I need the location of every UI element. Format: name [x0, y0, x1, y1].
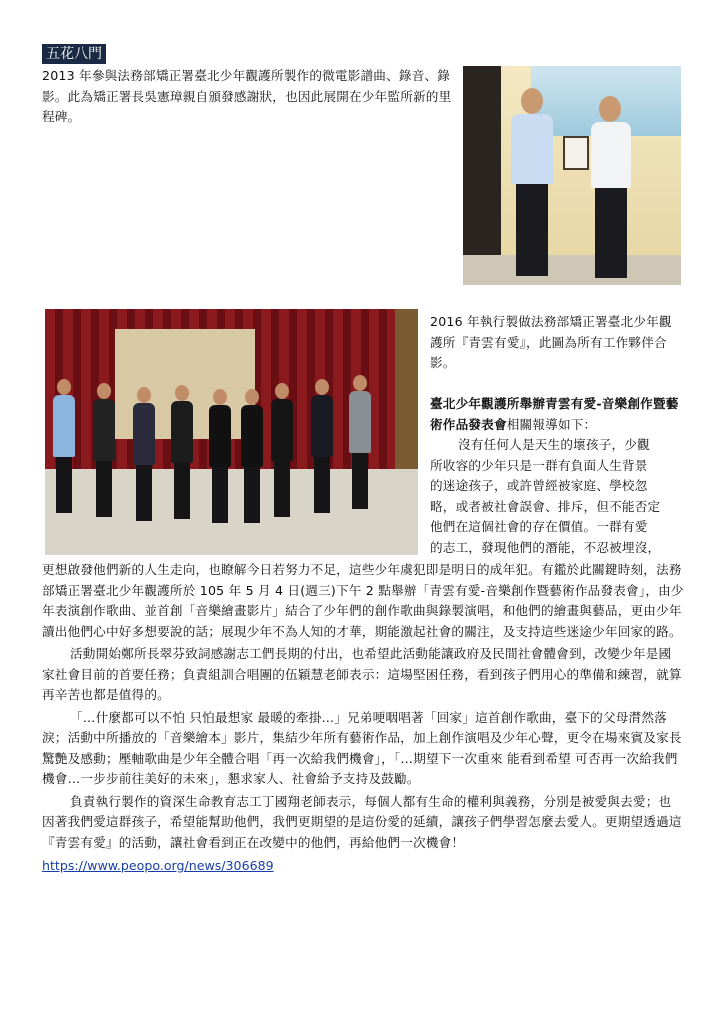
article-title-bold: 臺北少年觀護所舉辦青雲有愛-音樂創作暨藝術作品發表會 [430, 396, 679, 432]
article-title-suffix: 相關報導如下： [506, 416, 597, 432]
article-line: 沒有任何人是天生的壞孩子，少觀 [458, 437, 650, 452]
para-2016: 2016 年執行製做法務部矯正署臺北少年觀護所『青雲有愛』，此圖為所有工作夥伴合影。 [430, 314, 672, 370]
article-line: 所收容的少年只是一群有負面人生背景 [430, 457, 648, 473]
article-paragraph: 更想啟發他們新的人生走向，也瞭解今日若努力不足，這些少年虞犯即是明日的成年犯。有鑑於此關鍵時刻，法務部矯正署臺北少年觀護所於 105 年 5 月 4 日(週三)下午 2 點舉辦「青雲有愛-音樂創作暨藝術作品發表會」，由少年表演創作歌曲、並首創「音樂繪畫影片」結合了少年們的創作歌曲與錄製演唱，和他們的繪畫與藝品，更由少年讀出他們心中好多想要說的話；展現少年不為人知的才華，期能激起社會的關注，及支持這些迷途少年回家的路。 [42, 562, 684, 639]
article-body [42, 560, 684, 874]
para-2013: 2013 年參與法務部矯正署臺北少年觀護所製作的微電影譜曲、錄音、錄影。此為矯正署長吳憲璋親自頒發感謝狀，也因此展開在少年監所新的里程碑。 [42, 68, 452, 124]
award-photo [463, 66, 681, 285]
news-link[interactable]: https://www.peopo.org/news/306689 [42, 858, 274, 873]
article-title [430, 394, 684, 435]
article-paragraph: 活動開始鄭所長翠芬致詞感謝志工們長期的付出，也希望此活動能讓政府及民間社會體會到，改變少年是國家社會目前的首要任務；負責組訓合唱團的伍穎慧老師表示：這場堅困任務，看到孩子們用心的準備和練習，就算再辛苦也都是值得的。 [42, 646, 682, 702]
article-line: 的志工，發現他們的潛能，不忍被埋沒， [430, 539, 661, 555]
article-line: 略，或者被社會誤會、排斥，但不能否定 [430, 498, 661, 514]
article-paragraph: 「…什麼都可以不怕 只怕最想家 最暖的牽掛…」兄弟哽咽唱著「回家」這首創作歌曲，臺下的父母潸然落淚；活動中所播放的「音樂繪本」影片，集結少年所有藝術作品，加上創作演唱及少年心聲，更令在場來賓及家長驚艷及感動；壓軸歌曲是少年全體合唱「再一次給我們機會」，「…期望下一次重來 能看到希望 可否再一次給我們機會…一步步前往美好的未來」，懇求家人、社會給予支持及鼓勵。 [42, 709, 682, 786]
group-photo [45, 309, 418, 555]
article-line: 的迷途孩子，或許曾經被家庭、學校忽 [430, 478, 648, 493]
article-paragraph: 負責執行製作的資深生命教育志工丁國翔老師表示，每個人都有生命的權利與義務，分別是被愛與去愛；也因著我們愛這群孩子，希望能幫助他們，我們更期望的是這份愛的延續，讓孩子們學習怎麼去愛人。更期望透過這『青雲有愛』的活動，讓社會看到正在改變中的他們，再給他們一次機會！ [42, 793, 682, 850]
section-heading: 五花八門 [42, 44, 106, 64]
article-wrap-lines [430, 435, 684, 558]
article-line: 他們在這個社會的存在價值。一群有愛 [430, 519, 648, 534]
